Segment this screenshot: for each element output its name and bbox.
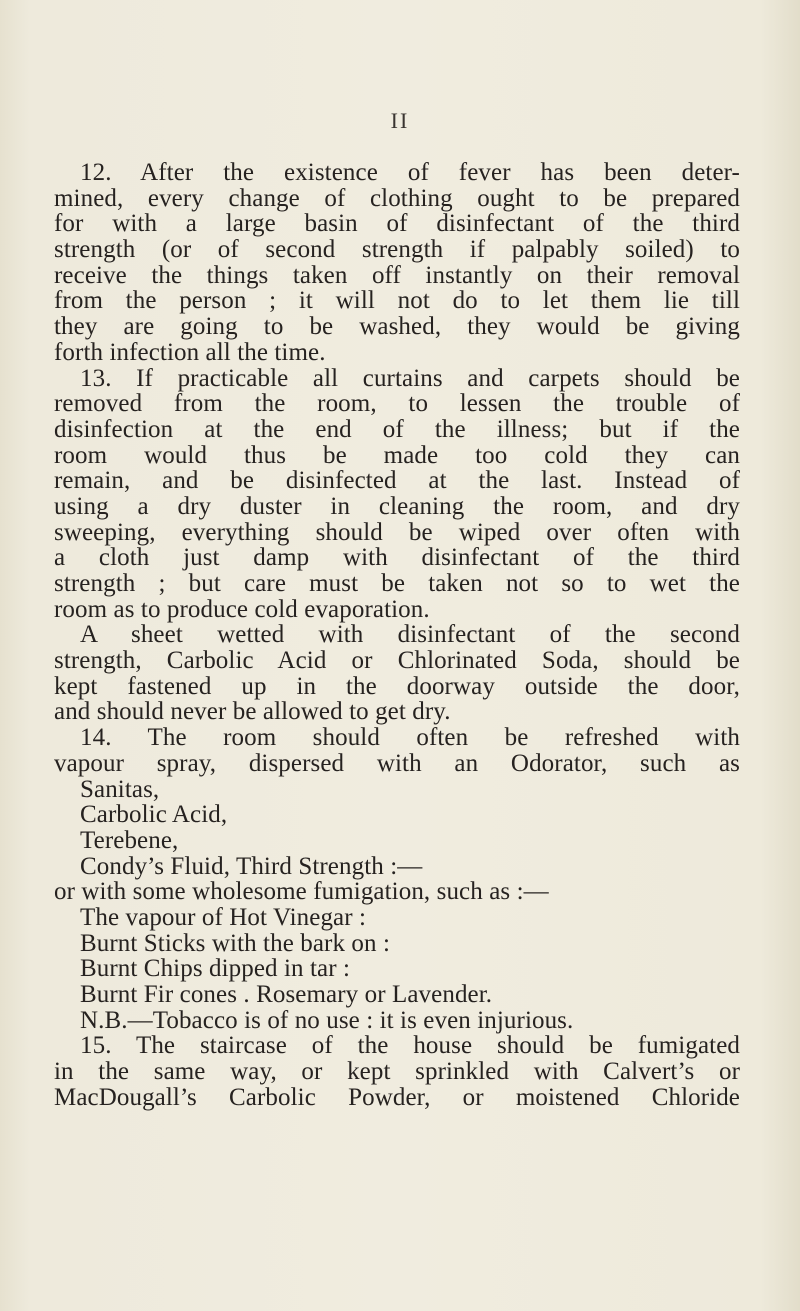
text-line: Burnt Chips dipped in tar : [80,955,351,983]
text-line: Sanitas, [80,775,160,803]
text-line: MacDougall’s Carbolic Powder, or moistened Chloride [54,1083,740,1111]
text-line: using a dry duster in cleaning the room, and dry [54,492,740,520]
text-line: A sheet wetted with disinfectant of the second [80,621,740,649]
text-line: vapour spray, dispersed with an Odorator, such as [54,749,740,777]
text-line: 13. If practicable all curtains and carpets should be [80,364,740,392]
body-text [54,160,740,1110]
text-line: Burnt Fir cones . Rosemary or Lavender. [80,981,493,1008]
text-line: removed from the room, to lessen the trouble of [54,390,740,418]
text-line: Condy’s Fluid, Third Strength :— [80,852,423,880]
text-line: from the person ; it will not do to let them lie till [54,287,740,315]
text-line: receive the things taken off instantly on their removal [54,261,740,289]
text-line: 15. The staircase of the house should be fumigated [80,1032,740,1060]
text-line: room would thus be made too cold they can [54,441,740,469]
text-line: forth infection all the time. [54,338,326,366]
text-line: 12. After the existence of fever has been deter- [80,159,740,186]
text-line: sweeping, everything should be wiped over often with [54,518,740,546]
text-line: The vapour of Hot Vinegar : [80,903,367,931]
text-line: or with some wholesome fumigation, such as :— [54,878,549,906]
text-line: strength ; but care must be taken not so to wet the [54,570,740,597]
text-line: room as to produce cold evaporation. [54,595,430,623]
text-line: Terebene, [80,826,179,854]
text-line: kept fastened up in the doorway outside the door, [54,672,740,700]
text-line: strength (or of second strength if palpably soiled) to [54,236,740,264]
text-line: N.B.—Tobacco is of no use : it is even injurious. [80,1006,574,1034]
text-line: mined, every change of clothing ought to be prepared [54,184,740,212]
text-line: and should never be allowed to get dry. [54,698,451,726]
text-line: Burnt Sticks with the bark on : [80,929,391,957]
text-line: disinfection at the end of the illness; but if the [54,415,740,443]
text-line: they are going to be washed, they would be giving [54,313,740,341]
text-line: remain, and be disinfected at the last. Instead of [54,467,740,495]
text-line: strength, Carbolic Acid or Chlorinated Soda, should be [54,647,740,675]
text-line: for with a large basin of disinfectant of the third [54,210,740,238]
text-line: 14. The room should often be refreshed with [80,724,740,752]
text-line: Carbolic Acid, [80,801,228,829]
text-line: a cloth just damp with disinfectant of the third [54,544,740,572]
text-line: in the same way, or kept sprinkled with Calvert’s or [54,1058,740,1086]
page-number: II [390,108,410,133]
